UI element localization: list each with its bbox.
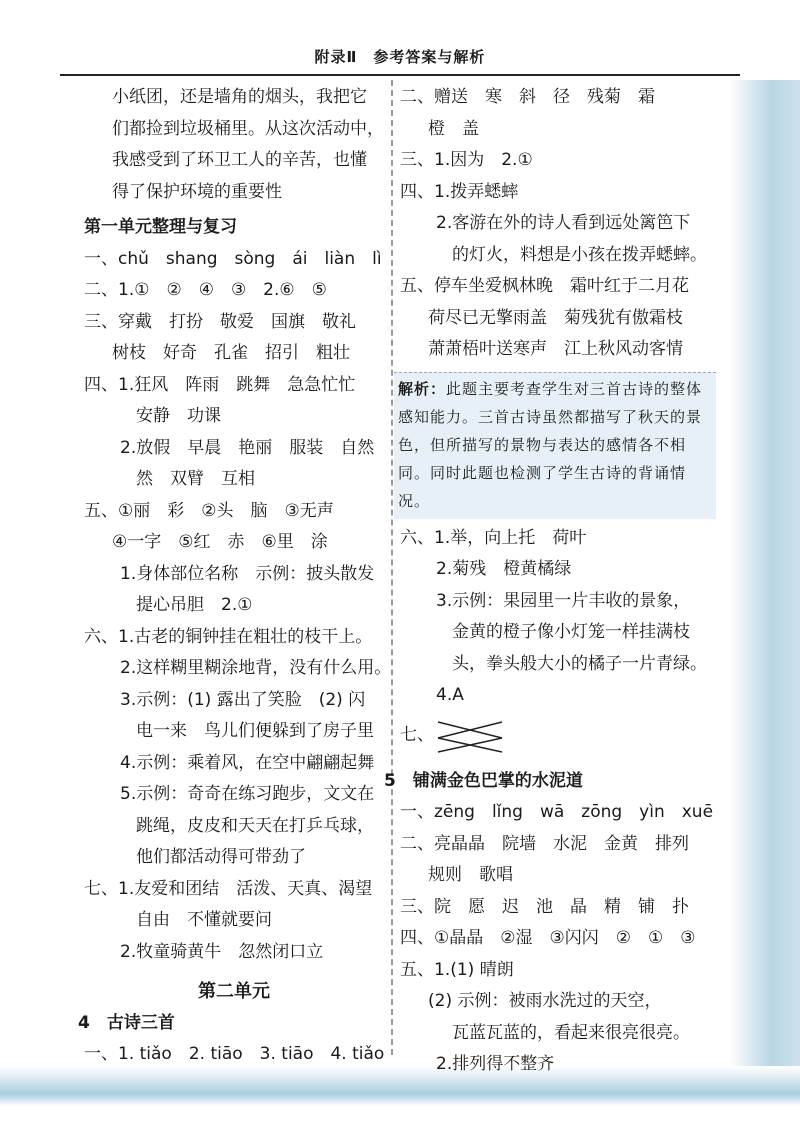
answer-line: 四、①晶晶 ②湿 ③闪闪 ② ① ③ <box>400 928 696 948</box>
intro-line: 小纸团，还是墙角的烟头，我把它 <box>112 87 367 107</box>
left-column <box>78 82 392 1071</box>
page-header: 附录Ⅱ 参考答案与解析 <box>314 48 486 66</box>
answer-line: 五、停车坐爱枫林晚 霜叶红于二月花 <box>400 276 689 296</box>
answer-line: 六、1.举，向上托 荷叶 <box>400 527 587 548</box>
intro-line: 我感受到了环卫工人的辛苦，也懂 <box>112 150 367 170</box>
answer-line: 四、1.拨弄蟋蟀 <box>400 181 519 202</box>
answer-line: 橙 盖 <box>428 118 479 139</box>
answer-line: 5.示例：奇奇在练习跑步，文文在 <box>120 784 375 804</box>
answer-line: 五、1.(1) 晴朗 <box>400 959 514 980</box>
lesson4-title: 4 古诗三首 <box>78 1012 175 1033</box>
answer-line: 七、1.友爱和团结 活泼、天真、渴望 <box>84 878 373 899</box>
answer-line: 四、1.狂风 阵雨 跳舞 急急忙忙 <box>84 374 356 395</box>
answer-line: 2.这样糊里糊涂地背，没有什么用。 <box>120 658 392 678</box>
answer-line: 三、穿戴 打扮 敬爱 国旗 敬礼 <box>84 311 356 332</box>
answer-line: 然 双臂 互相 <box>136 469 255 489</box>
answer-line: 2.客游在外的诗人看到远处篱笆下 <box>436 213 691 233</box>
answer-line: ④一字 ⑤红 赤 ⑥里 涂 <box>112 532 328 552</box>
lesson5-title: 5 铺满金色巴掌的水泥道 <box>384 770 583 791</box>
answer-line: 一、chǔ shang sòng ái liàn lì <box>84 248 382 269</box>
unit2-title: 第二单元 <box>198 981 270 1002</box>
answer-label: 七、 <box>400 724 434 745</box>
intro-line: 们都捡到垃圾桶里。从这次活动中， <box>112 118 384 139</box>
answer-line: 提心吊胆 2.① <box>136 595 253 615</box>
answer-line: 安静 功课 <box>136 406 221 426</box>
answer-line: 2.放假 早晨 艳丽 服装 自然 <box>120 437 375 458</box>
answer-line: 2.牧童骑黄牛 忽然闭口立 <box>120 941 324 962</box>
answer-line: 一、zēng lǐng wā zōng yìn xuē <box>400 802 714 822</box>
header-rule <box>60 74 740 76</box>
answer-line: 规则 歌唱 <box>428 865 513 885</box>
answer-line: (2) 示例：被雨水洗过的天空， <box>428 991 662 1011</box>
answer-line: 三、院 愿 迟 池 晶 精 铺 扑 <box>400 896 689 917</box>
answer-line: 二、亮晶晶 院墙 水泥 金黄 排列 <box>400 833 689 854</box>
answer-line: 3.示例：(1) 露出了笑脸 (2) 闪 <box>120 689 366 710</box>
answer-line: 一、1. tiǎo 2. tiāo 3. tiāo 4. tiǎo <box>84 1044 385 1064</box>
answer-line: 二、赠送 寒 斜 径 残菊 霜 <box>400 87 655 107</box>
answer-line: 荷尽已无擎雨盖 菊残犹有傲霜枝 <box>428 307 683 328</box>
answer-line: 三、1.因为 2.① <box>400 150 533 170</box>
answer-line: 跳绳，皮皮和天天在打乒乓球， <box>136 815 374 836</box>
analysis-text: 此题主要考查学生对三首古诗的整体感知能力。三首古诗虽然都描写了秋天的景色，但所描写的景物与表达的感情各不相同。同时此题也检测了学生古诗的背诵情况。 <box>398 379 703 510</box>
answer-line: 4.示例：乘着风，在空中翩翩起舞 <box>120 752 375 773</box>
answer-line: 2.排列得不整齐 <box>436 1054 555 1074</box>
unit1-title: 第一单元整理与复习 <box>84 217 237 237</box>
answer-line: 3.示例：果园里一片丰收的景象， <box>436 590 691 611</box>
matching-lines-icon <box>436 718 506 754</box>
answer-line: 2.菊残 橙黄橘绿 <box>436 559 572 579</box>
answer-line: 电一来 鸟儿们便躲到了房子里 <box>136 721 374 741</box>
answer-line: 他们都活动得可带劲了 <box>136 847 306 867</box>
answer-line: 金黄的橙子像小灯笼一样挂满枝 <box>452 622 690 642</box>
analysis-label: 解析： <box>398 379 447 398</box>
decorative-right-band <box>730 80 800 1080</box>
answer-line: 头，拳头般大小的橘子一片青绿。 <box>452 653 707 674</box>
answer-line: 的灯火，料想是小孩在拨弄蟋蟀。 <box>452 244 707 265</box>
answer-line: 二、1.① ② ④ ③ 2.⑥ ⑤ <box>84 280 327 300</box>
answer-line: 自由 不懂就要问 <box>136 910 272 930</box>
column-divider <box>391 80 393 1055</box>
right-column <box>384 82 720 1081</box>
answer-line: 六、1.古老的铜钟挂在粗壮的枝干上。 <box>84 626 373 647</box>
answer-line: 萧萧梧叶送寒声 江上秋风动客情 <box>428 339 683 359</box>
answer-line: 4.A <box>436 685 464 705</box>
answer-line: 树枝 好奇 孔雀 招引 粗壮 <box>112 343 350 363</box>
answer-line: 五、①丽 彩 ②头 脑 ③无声 <box>84 500 334 521</box>
matching-answer <box>400 712 720 758</box>
answer-line: 1.身体部位名称 示例：披头散发 <box>120 563 375 584</box>
analysis-box <box>394 372 716 519</box>
answer-line: 瓦蓝瓦蓝的，看起来很亮很亮。 <box>452 1022 690 1043</box>
intro-line: 得了保护环境的重要性 <box>112 181 282 202</box>
